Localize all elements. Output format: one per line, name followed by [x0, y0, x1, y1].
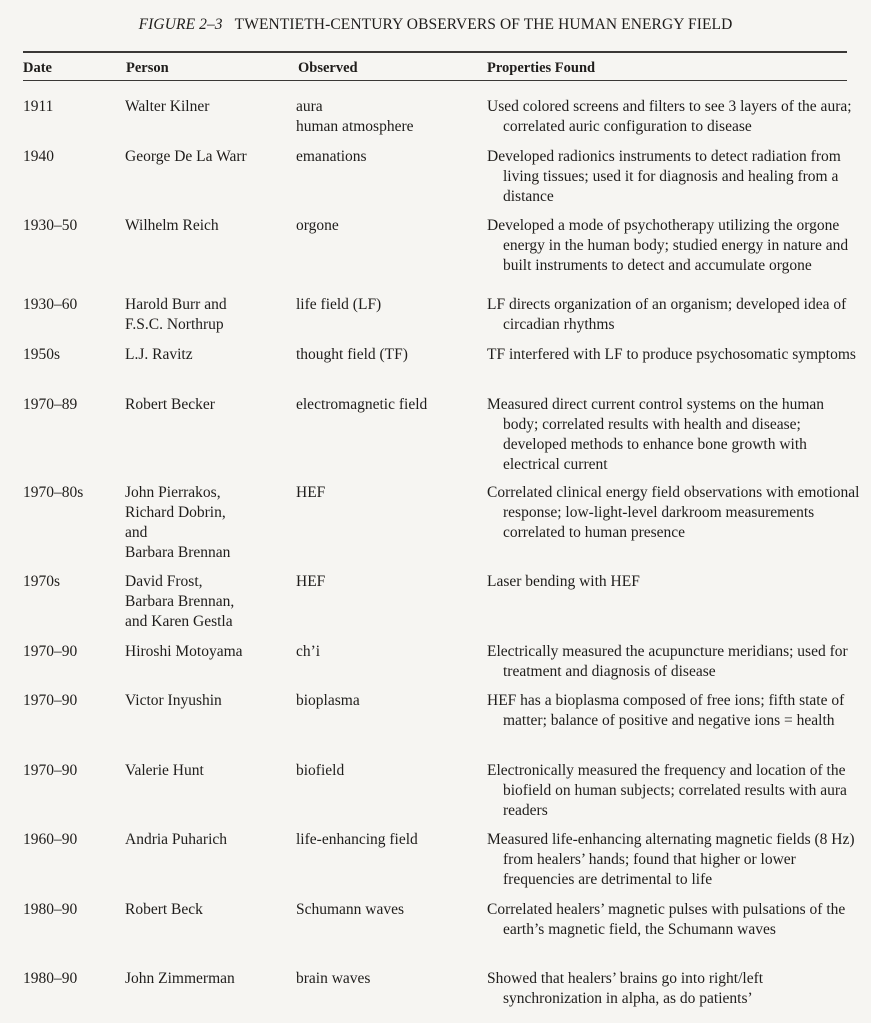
cell-properties: Measured life-enhancing alternating magnetic fields (8 Hz) from healers’ hands; found that higher or lower frequencies are detrimental to life [487, 831, 855, 888]
cell-properties: Correlated clinical energy field observations with emotional response; low-light-level darkroom measurements correlated to human presence [487, 484, 860, 541]
observed-line: life field (LF) [296, 296, 382, 313]
observed-line: aura [296, 98, 323, 115]
cell-date: 1911 [23, 98, 54, 115]
header-properties: Properties Found [487, 60, 596, 76]
cell-person [125, 147, 295, 167]
cell-properties: Electronically measured the frequency and location of the biofield on human subjects; correlated results with aura readers [487, 762, 847, 819]
cell-date: 1940 [23, 148, 54, 165]
cell-observed [296, 642, 481, 662]
person-line: Barbara Brennan, [125, 593, 235, 610]
observed-line: life-enhancing field [296, 831, 418, 848]
cell-observed [296, 345, 481, 365]
cell-date: 1970–80s [23, 484, 84, 501]
person-line: Victor Inyushin [125, 692, 222, 709]
cell-person [125, 395, 295, 415]
cell-observed [296, 395, 481, 415]
person-line: Harold Burr and [125, 296, 227, 313]
cell-observed [296, 761, 481, 781]
cell-properties: Laser bending with HEF [487, 573, 640, 590]
observed-line: orgone [296, 217, 339, 234]
cell-date: 1970–90 [23, 762, 78, 779]
header-date: Date [23, 60, 52, 76]
header-observed: Observed [298, 60, 358, 76]
person-line: Wilhelm Reich [125, 217, 219, 234]
cell-person [125, 642, 295, 662]
cell-person [125, 830, 295, 850]
observed-line: electromagnetic field [296, 396, 428, 413]
observed-line: Schumann waves [296, 901, 405, 918]
person-line: John Pierrakos, [125, 484, 221, 501]
cell-observed [296, 572, 481, 592]
cell-date: 1970–90 [23, 643, 78, 660]
figure-title: TWENTIETH-CENTURY OBSERVERS OF THE HUMAN ENERGY FIELD [234, 16, 733, 33]
cell-person [125, 969, 295, 989]
cell-person [125, 900, 295, 920]
cell-properties: HEF has a bioplasma composed of free ions; fifth state of matter; balance of positive and negative ions = health [487, 692, 845, 729]
person-line: and Karen Gestla [125, 613, 233, 630]
cell-date: 1970–89 [23, 396, 78, 413]
cell-date: 1970–90 [23, 692, 78, 709]
person-line: George De La Warr [125, 148, 247, 165]
table-top-rule [23, 51, 847, 53]
cell-properties: Developed a mode of psychotherapy utilizing the orgone energy in the human body; studied energy in nature and built instruments to detect and accumulate orgone [487, 217, 849, 274]
person-line: Richard Dobrin, [125, 504, 226, 521]
cell-person [125, 572, 295, 632]
cell-observed [296, 97, 481, 137]
person-line: Barbara Brennan [125, 544, 231, 561]
figure-label: FIGURE 2–3 [138, 16, 223, 33]
cell-person [125, 483, 295, 563]
cell-properties: Used colored screens and filters to see 3 layers of the aura; correlated auric configuration to disease [487, 98, 852, 135]
cell-person [125, 345, 295, 365]
observed-line: ch’i [296, 643, 321, 660]
cell-properties: TF interfered with LF to produce psychosomatic symptoms [487, 346, 856, 363]
header-rule [23, 80, 847, 81]
person-line: Walter Kilner [125, 98, 210, 115]
cell-date: 1950s [23, 346, 61, 363]
observed-line: HEF [296, 484, 326, 501]
cell-person [125, 761, 295, 781]
person-line: L.J. Ravitz [125, 346, 193, 363]
observed-line: brain waves [296, 970, 371, 987]
cell-observed [296, 483, 481, 503]
cell-observed [296, 216, 481, 236]
person-line: Hiroshi Motoyama [125, 643, 243, 660]
observed-line: emanations [296, 148, 367, 165]
cell-date: 1930–50 [23, 217, 78, 234]
cell-person [125, 97, 295, 117]
person-line: and [125, 524, 148, 541]
cell-observed [296, 147, 481, 167]
cell-properties: Correlated healers’ magnetic pulses with pulsations of the earth’s magnetic field, the Schumann waves [487, 901, 846, 938]
cell-properties: Developed radionics instruments to detect radiation from living tissues; used it for diagnosis and healing from a distance [487, 148, 841, 205]
cell-date: 1980–90 [23, 901, 78, 918]
person-line: John Zimmerman [125, 970, 235, 987]
person-line: David Frost, [125, 573, 203, 590]
cell-date: 1980–90 [23, 970, 78, 987]
figure-caption [0, 16, 871, 34]
cell-observed [296, 969, 481, 989]
observed-line: bioplasma [296, 692, 360, 709]
cell-properties: Electrically measured the acupuncture meridians; used for treatment and diagnosis of disease [487, 643, 848, 680]
cell-properties: Showed that healers’ brains go into right/left synchronization in alpha, as do patients’ [487, 970, 764, 1007]
cell-observed [296, 691, 481, 711]
person-line: Valerie Hunt [125, 762, 204, 779]
person-line: Andria Puharich [125, 831, 228, 848]
cell-person [125, 216, 295, 236]
observed-line: human atmosphere [296, 118, 414, 135]
person-line: F.S.C. Northrup [125, 316, 224, 333]
cell-properties: Measured direct current control systems on the human body; correlated results with health and disease; developed methods to enhance bone growth with electrical current [487, 396, 825, 473]
cell-person [125, 691, 295, 711]
cell-observed [296, 295, 481, 315]
cell-observed [296, 900, 481, 920]
observed-line: biofield [296, 762, 345, 779]
person-line: Robert Beck [125, 901, 203, 918]
cell-person [125, 295, 295, 335]
person-line: Robert Becker [125, 396, 215, 413]
cell-date: 1960–90 [23, 831, 78, 848]
cell-observed [296, 830, 481, 850]
cell-properties: LF directs organization of an organism; developed idea of circadian rhythms [487, 296, 847, 333]
observed-line: thought field (TF) [296, 346, 408, 363]
header-person: Person [126, 60, 169, 76]
cell-date: 1930–60 [23, 296, 78, 313]
observed-line: HEF [296, 573, 326, 590]
cell-date: 1970s [23, 573, 61, 590]
